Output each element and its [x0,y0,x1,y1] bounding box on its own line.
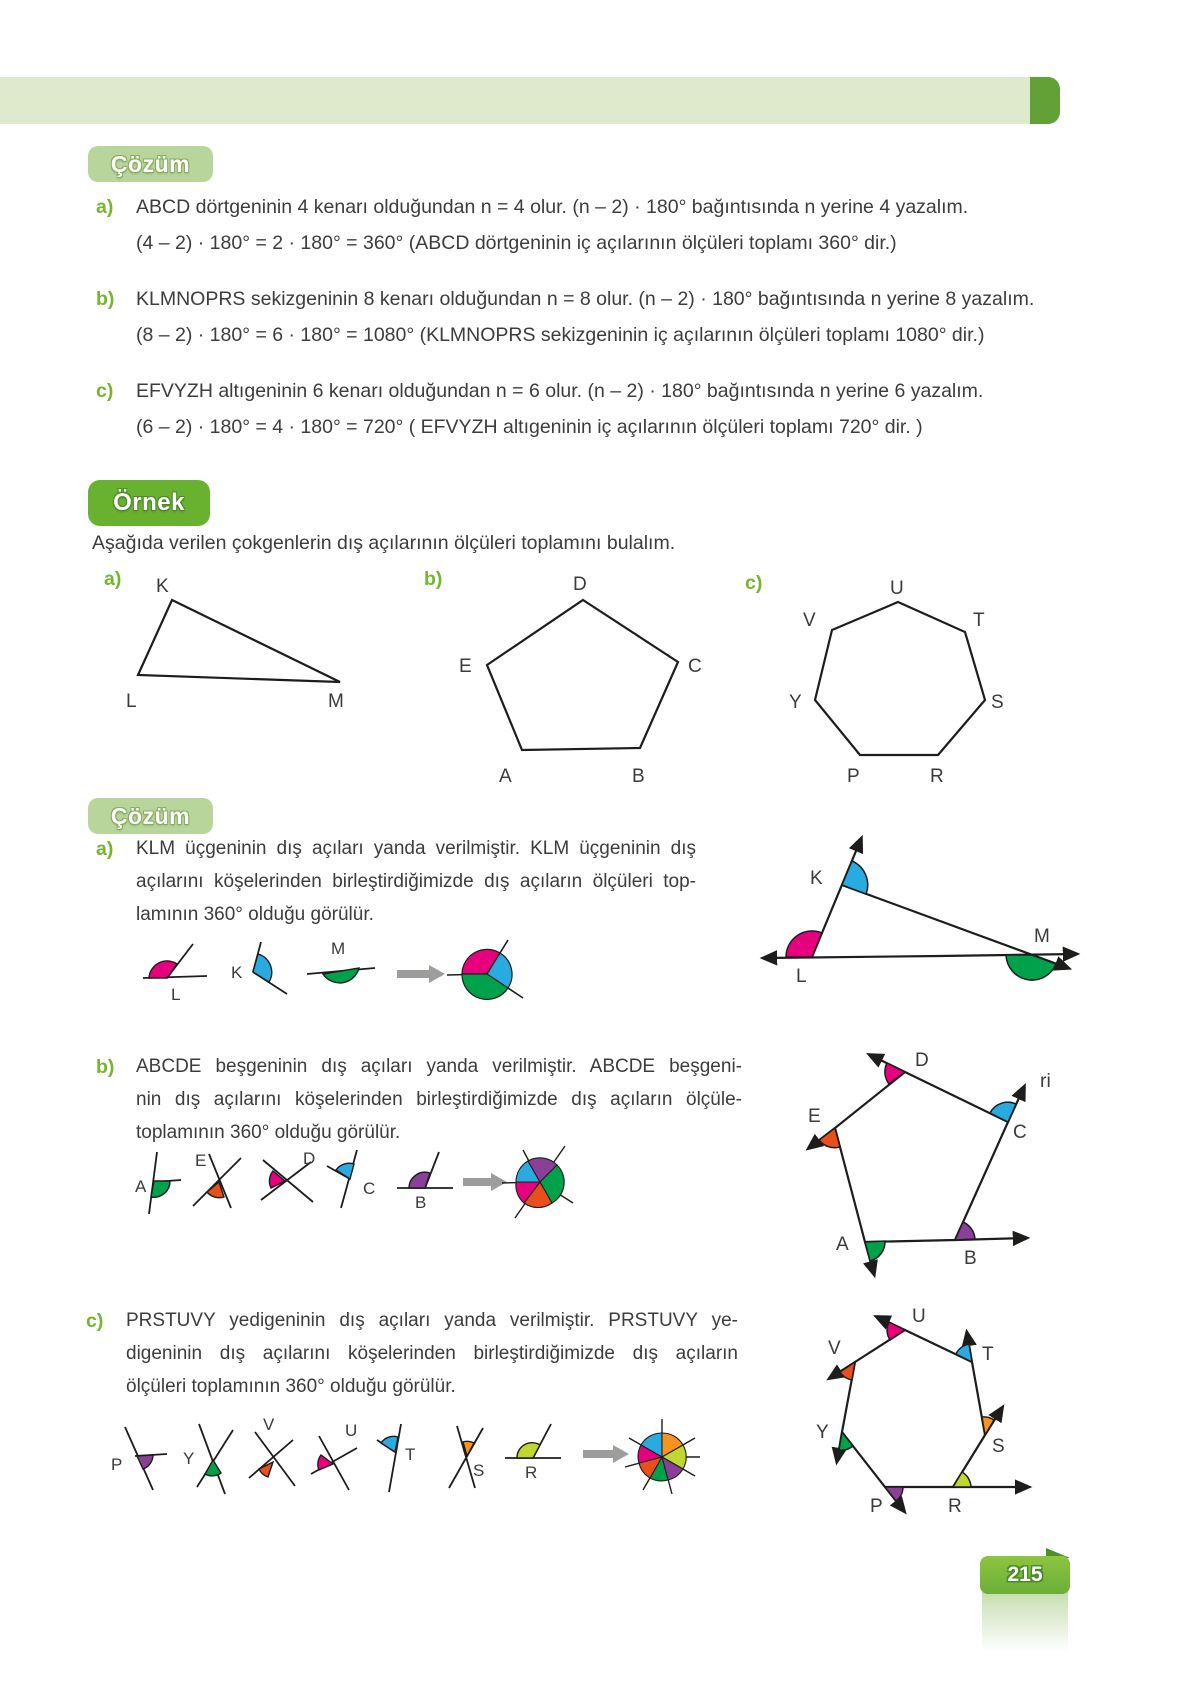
angle-glyph-V [249,1432,295,1486]
figure-b-letter: b) [424,568,443,590]
exterior-angle-M [1006,955,1056,980]
mini-label-S: S [473,1461,485,1480]
vertex-label-P: P [847,766,860,787]
vertex-label-B: B [632,766,645,787]
solution-b-line2: nin dış açılarını köşelerinden birleştirdiğimizde dış açıların ölçüle- [136,1089,742,1110]
mini-label-V: V [263,1415,275,1434]
mini-label-M: M [331,939,346,958]
item-b-letter: b) [96,288,115,310]
mini-label-U: U [345,1421,358,1440]
vertex-label-C: C [688,656,702,677]
exterior-angle-R [953,1472,971,1487]
item-a-letter: a) [96,196,114,218]
pentagon-outline [487,600,678,750]
figure-a-letter: a) [104,568,122,590]
exterior-angle-D [269,1171,285,1188]
exterior-angle-T [381,1436,398,1452]
vertex-label-A: A [499,766,512,787]
vertex-label-K: K [810,868,823,889]
example-intro: Aşağıda verilen çokgenlerin dış açılarının ölçüleri toplamını bulalım. [92,532,676,554]
vertex-label-E: E [459,656,472,677]
combined-angle-circle [502,1146,573,1218]
vertex-label-M: M [328,691,344,712]
mini-label-E: E [195,1151,207,1170]
solution-c-line1: PRSTUVY yedigeninin dış açıları yanda verilmiştir. PRSTUVY ye- [126,1310,738,1331]
item-b-line1: KLMNOPRS sekizgeninin 8 kenarı olduğundan n = 8 olur. (n – 2) · 180° bağıntısında n yerine 8 yazalım. [136,288,1035,310]
pentagon-abcde-figure [455,560,705,795]
vertex-label-E: E [808,1106,821,1127]
exterior-angle-A [865,1241,885,1261]
vertex-label-L: L [126,691,137,712]
combine-arrow-icon [463,1173,507,1191]
vertex-label-Y: Y [789,692,802,713]
angle-glyph-L [143,944,207,978]
angle-glyph-A [149,1152,181,1214]
mini-label-Y: Y [183,1449,195,1468]
vertex-label-P: P [870,1496,883,1517]
header-bar [0,77,1034,124]
vertex-label-T: T [982,1344,994,1365]
mini-label-T: T [405,1445,416,1464]
page-number-badge: 215 [980,1556,1070,1594]
figure-c-letter: c) [745,572,763,594]
vertex-label-L: L [796,966,807,987]
vertex-label-T: T [973,610,985,631]
vertex-label-S: S [992,1436,1005,1457]
vertex-label-D: D [573,574,587,595]
exterior-angle-Y [205,1460,221,1476]
mini-label-L: L [171,985,181,1004]
exterior-angles-row-prstuvy [105,1412,705,1508]
heptagon-prstuvy-figure [780,560,1015,795]
exterior-angle-C [990,1102,1016,1122]
triangle-klm-figure [118,560,368,715]
solution-b-line3: toplamının 360° olduğu görülür. [136,1122,401,1143]
angle-glyph-B [397,1152,453,1188]
vertex-label-V: V [828,1338,841,1359]
combined-angle-circle [447,940,523,999]
exterior-angle-P [137,1455,153,1469]
vertex-label-K: K [156,576,169,597]
angle-glyph-R [505,1424,561,1458]
exterior-angle-A [151,1181,170,1197]
mini-label-R: R [525,1463,538,1482]
mini-label-A: A [135,1177,147,1196]
vertex-label-R: R [930,766,944,787]
exterior-angles-row-klm [135,938,565,1016]
mini-label-K: K [231,963,243,982]
item-c-letter: c) [96,380,114,402]
solution-c-line3: ölçüleri toplamının 360° olduğu görülür. [126,1376,456,1397]
vertex-label-A: A [836,1234,849,1255]
angle-glyph-P [125,1427,167,1490]
solution-b-overflow-text: ri [1040,1070,1051,1092]
vertex-label-V: V [803,610,816,631]
vertex-label-D: D [915,1050,929,1071]
exterior-angle-U [887,1322,905,1340]
mini-label-P: P [111,1455,123,1474]
vertex-label-U: U [912,1306,926,1327]
vertex-label-U: U [890,578,904,599]
header-bar-cap [1030,77,1060,124]
solution-a-line3: lamının 360° olduğu görülür. [136,904,374,925]
page-badge-tail [982,1592,1068,1652]
heptagon-prstuvy-exterior-figure [760,1290,1090,1540]
pentagon-abcde-exterior-figure [770,1020,1090,1310]
item-c-line1: EFVYZH altıgeninin 6 kenarı olduğundan n = 6 olur. (n – 2) · 180° bağıntısında n yerine 6 yazalım. [136,380,984,402]
mini-label-B: B [415,1193,427,1212]
ornek-badge: Örnek [88,480,210,526]
item-a-line2: (4 – 2) · 180° = 2 · 180° = 360° (ABCD dörtgeninin iç açılarının ölçüleri toplamı 360° dir.) [136,232,897,254]
solution-c-line2: digeninin dış açılarını köşelerinden birleştirdiğimizde dış açıların [126,1343,738,1364]
vertex-label-Y: Y [816,1422,829,1443]
angle-glyph-M [307,968,375,983]
cozum-badge-1: Çözüm [88,146,213,182]
solution-b-letter: b) [96,1056,115,1078]
exterior-angle-L [786,931,822,957]
exterior-angles-row-abcde [135,1142,595,1228]
combine-arrow-icon [397,965,445,983]
exterior-angle-L [149,961,177,978]
exterior-angle-Y [839,1432,853,1450]
vertex-label-R: R [948,1496,962,1517]
combine-arrow-icon [583,1445,629,1463]
triangle-klm-exterior-figure [740,828,1110,993]
item-a-line1: ABCD dörtgeninin 4 kenarı olduğundan n = 4 olur. (n – 2) · 180° bağıntısında n yerine 4 yazalım. [136,196,969,218]
pentagon-outline [835,1072,1008,1242]
item-c-line2: (6 – 2) · 180° = 4 · 180° = 720° ( EFVYZH altıgeninin iç açılarının ölçüleri toplamı 720° dir. ) [136,416,923,438]
exterior-angle-P [885,1487,903,1501]
mini-label-D: D [303,1149,316,1168]
angle-glyph-K [253,942,287,994]
exterior-angle-K [842,861,868,894]
mini-label-C: C [363,1179,376,1198]
vertex-label-M: M [1034,926,1050,947]
vertex-label-C: C [1013,1122,1027,1143]
solution-c-letter: c) [86,1310,104,1332]
angle-glyph-U [311,1436,357,1490]
cozum-badge-2: Çözüm [88,798,213,834]
solution-b-line1: ABCDE beşgeninin dış açıları yanda verilmiştir. ABCDE beşgeni- [136,1056,742,1077]
solution-a-line1: KLM üçgeninin dış açıları yanda verilmiştir. KLM üçgeninin dış [136,838,696,859]
vertex-label-B: B [964,1248,977,1269]
item-b-line2: (8 – 2) · 180° = 6 · 180° = 1080° (KLMNOPRS sekizgeninin iç açılarının ölçüleri toplamı 1080° dir.) [136,324,985,346]
exterior-angle-V [840,1362,855,1380]
angle-glyph-Y [197,1424,233,1494]
vertex-label-S: S [991,692,1004,713]
angle-glyph-C [327,1150,357,1208]
triangle-outline [138,600,340,682]
angle-glyph-T [377,1424,401,1492]
solution-a-letter: a) [96,838,114,860]
exterior-angle-R [517,1443,540,1458]
combined-angle-circle [625,1419,700,1494]
solution-a-line2: açılarını köşelerinden birleştirdiğimizde dış açıların ölçüleri top- [136,871,696,892]
heptagon-outline [815,602,985,755]
